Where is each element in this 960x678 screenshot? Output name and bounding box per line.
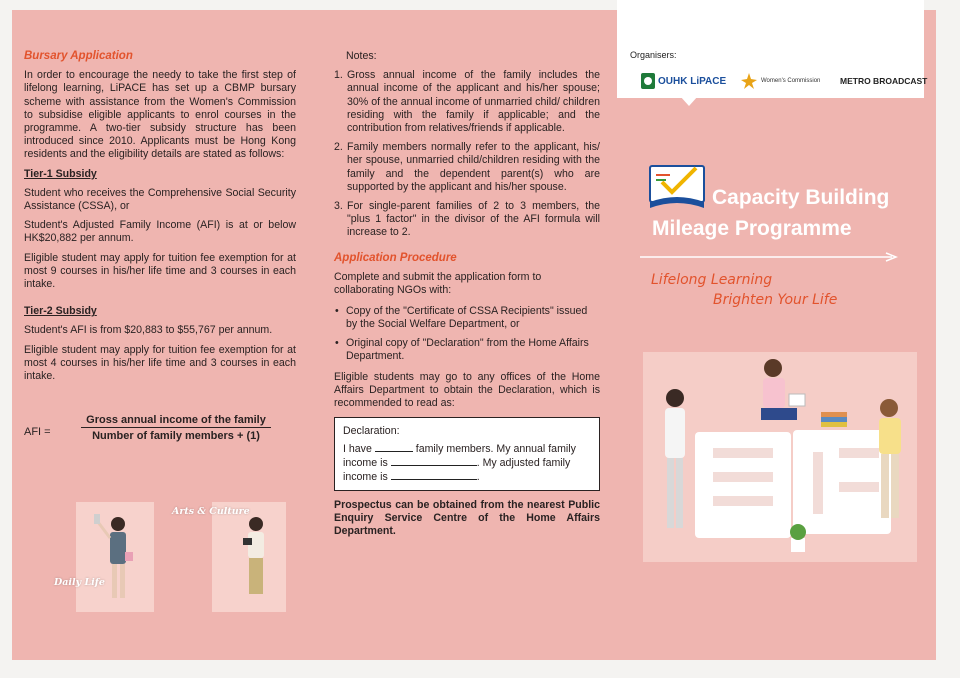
declaration-text: income is — [343, 456, 388, 469]
procedure-bullet — [334, 305, 600, 331]
procedure-intro: Complete and submit the application form to collaborating NGOs with: — [334, 270, 542, 297]
ouhk-lipace-logo — [640, 70, 726, 92]
afi-denominator: Number of family members + (1) — [92, 430, 260, 442]
tier1-p1: Student who receives the Comprehensive Social Security Assistance (CSSA), or — [24, 186, 296, 213]
declaration-box — [334, 417, 600, 491]
tier1-p3: Eligible student may apply for tuition fee exemption for at most 9 courses in his/her life time and 3 courses in each intake. — [24, 251, 296, 291]
bursary-column — [24, 50, 296, 389]
womens-commission-emblem-icon — [740, 72, 758, 90]
note-text: Family members normally refer to the applicant, his/ her spouse, unmarried child/children residing with the family and the dependent parent(s) who are supported by the applicant and his/her spouse. — [347, 141, 600, 193]
procedure-after: Eligible students may go to any offices of the Home Affairs Department to obtain the Declaration, which is recommended to read as: — [334, 371, 600, 410]
programme-title-line2: Mileage Programme — [652, 217, 852, 240]
women-with-large-characters-illustration — [643, 352, 917, 562]
organisers-label: Organisers: — [630, 50, 677, 60]
tier1-title: Tier-1 Subsidy — [24, 167, 97, 180]
procedure-bullet-text: Original copy of "Declaration" from the Home Affairs Department. — [346, 336, 589, 362]
procedure-bullet-text: Copy of the "Certificate of CSSA Recipients" issued by the Social Welfare Department, or — [346, 305, 588, 331]
arts-culture-label: Arts & Culture — [172, 506, 250, 517]
daily-life-photo — [76, 502, 154, 612]
declaration-text: . — [476, 470, 480, 483]
hero-photo — [643, 352, 917, 562]
afi-numerator: Gross annual income of the family — [81, 414, 271, 428]
tagline-line1: Lifelong Learning — [651, 272, 773, 288]
declaration-title: Declaration: — [343, 424, 400, 437]
prospectus-note: Prospectus can be obtained from the nearest Public Enquiry Service Centre of the Home Affairs Department. — [334, 498, 600, 538]
organisers-notch — [680, 96, 698, 106]
metro-broadcast-logo — [840, 70, 927, 92]
note-text: For single-parent families of 2 to 3 members, the "plus 1 factor" in the divisor of the AFI formula will increase to 2. — [347, 200, 600, 239]
programme-title-line1: Capacity Building — [712, 186, 890, 209]
note-number: 3. — [334, 200, 343, 213]
woman-apron-illustration — [76, 502, 154, 612]
declaration-line — [343, 470, 591, 484]
declaration-line — [343, 456, 591, 470]
blank-line — [391, 479, 477, 480]
bursary-heading: Bursary Application — [24, 50, 133, 62]
declaration-line — [343, 442, 591, 456]
arts-culture-photo — [212, 502, 286, 612]
note-item — [334, 200, 600, 240]
note-number: 1. — [334, 69, 343, 82]
womens-commission-text: Women's Commission — [761, 78, 821, 84]
tier2-p1: Student's AFI is from $20,883 to $55,767 per annum. — [24, 324, 273, 337]
declaration-text: family members. My annual family — [415, 442, 576, 455]
tier2-title: Tier-2 Subsidy — [24, 305, 97, 318]
blank-line — [375, 451, 413, 452]
tagline-line2: Brighten Your Life — [713, 292, 838, 308]
afi-lhs: AFI = — [24, 426, 51, 438]
tier2-p2: Eligible student may apply for tuition fee exemption for at most 4 courses in his/her life time and 3 courses in each intake. — [24, 343, 296, 383]
blank-line — [391, 465, 477, 466]
tier1-p2: Student's Adjusted Family Income (AFI) is at or below HK$20,882 per annum. — [24, 219, 296, 245]
notes-title: Notes: — [346, 50, 377, 62]
note-number: 2. — [334, 141, 343, 154]
procedure-heading: Application Procedure — [334, 251, 457, 264]
declaration-text: . My adjusted family — [476, 456, 571, 469]
ouhk-emblem-icon — [640, 72, 656, 90]
declaration-text: income is — [343, 470, 388, 483]
woman-camera-illustration — [212, 502, 286, 612]
declaration-text: I have — [343, 442, 372, 455]
afi-fraction — [76, 414, 276, 442]
notes-column — [334, 50, 600, 544]
metro-broadcast-text: METRO BROADCAST — [840, 76, 928, 86]
note-item — [334, 69, 600, 135]
womens-commission-logo — [740, 70, 820, 92]
title-arrow-line — [640, 252, 898, 262]
note-item — [334, 141, 600, 194]
procedure-bullet — [334, 337, 600, 363]
ouhk-logo-text: OUHK LiPACE — [658, 75, 727, 87]
note-text: Gross annual income of the family includes the annual income of the applicant and his/her spouse; 30% of the annual income of unmarried child/ children residing with the family if applicable; and the contribution from relatives/friends if applicable. — [347, 69, 600, 135]
book-checkmark-logo-icon — [646, 162, 708, 212]
bursary-intro: In order to encourage the needy to take the first step of lifelong learning, LiPACE has set up a CBMP bursary scheme with assistance from the Women's Commission to subsidise eligible applicants to enrol courses in the programme. A two-tier subsidy structure has been introduced since 2010. Applicants must be Hong Kong residents and the eligibility details are stated as follows: — [24, 69, 296, 161]
daily-life-label: Daily Life — [54, 577, 105, 588]
